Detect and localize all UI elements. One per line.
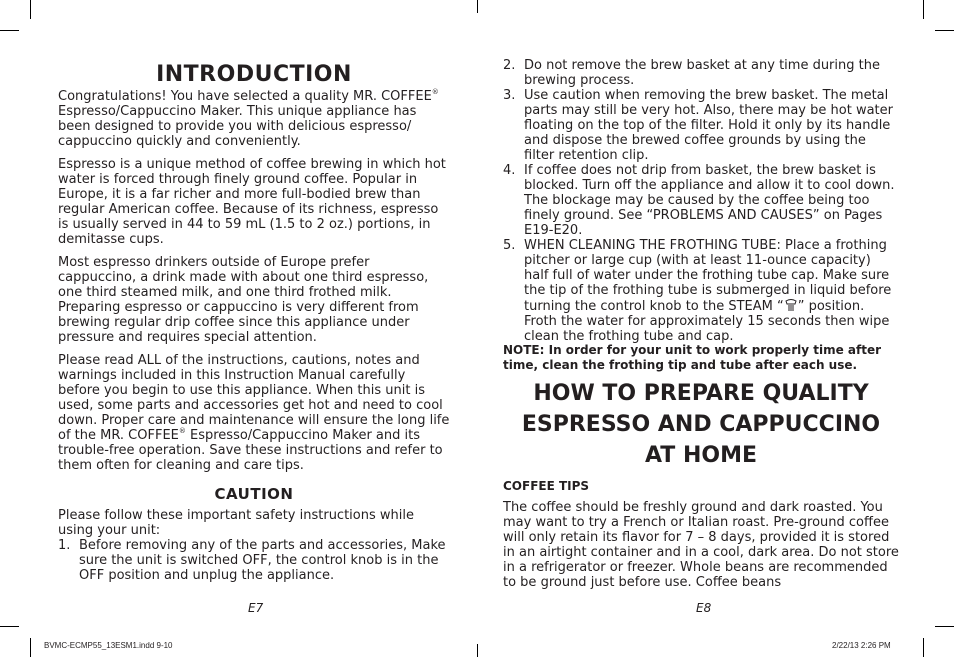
intro-paragraph-text: Espresso/Cappuccino Maker. This unique appliance has been designed to provide you with delicious espresso/ cappuccino quickly and conveniently. (58, 104, 417, 149)
list-item-text: Before removing any of the parts and accessories, Make sure the unit is switched OFF, the control knob is in the OFF position and unplug the appliance. (79, 538, 446, 583)
caution-intro: Please follow these important safety instructions while using your unit: (58, 508, 414, 538)
crop-mark (0, 626, 19, 627)
crop-mark (477, 644, 478, 657)
intro-paragraph: Espresso is a unique method of coffee brewing in which hot water is forced through finely ground coffee. Popular in Europe, it is a far richer and more full-bodied brew than regular American coffee. Because of its richness, espresso is usually served in 44 to 59 mL (1.5 to 2 oz.) portions, in demitasse cups. (58, 157, 446, 247)
list-item (58, 538, 450, 583)
caution-body (58, 508, 450, 583)
list-number: 3. (503, 88, 516, 103)
caution-list (58, 538, 450, 583)
intro-paragraph-text: Congratulations! You have selected a quality MR. COFFEE (58, 89, 432, 104)
coffee-tips-text: The coffee should be freshly ground and dark roasted. You may want to try a French or Italian roast. Pre-ground coffee will only retain its flavor for 7 – 8 days, provided it is stored in an airtight container and in a cool, dark area. Do not store in a refrigerator or freezer. Whole beans are recommended to be ground just before use. Coffee beans (503, 500, 899, 590)
slug-filename: BVMC-ECMP55_13ESM1.indd 9-10 (44, 641, 173, 650)
crop-mark (0, 30, 19, 31)
crop-mark (935, 30, 954, 31)
crop-mark (30, 0, 31, 19)
intro-paragraph (58, 353, 450, 473)
list-number: 5. (503, 238, 516, 253)
slug-date: 2/22/13 2:26 PM (832, 641, 891, 650)
list-number: 1. (58, 538, 71, 553)
list-item (503, 88, 899, 163)
intro-paragraph (58, 89, 450, 149)
registered-mark: ® (178, 427, 186, 435)
list-item-text: ” position. Froth the water for approximately 15 seconds then wipe clean the frothing tube and cap. (524, 299, 890, 344)
list-item (503, 163, 899, 238)
coffee-tips-heading: COFFEE TIPS (503, 479, 590, 493)
caution-heading: CAUTION (214, 485, 294, 503)
page-number: E8 (696, 601, 712, 615)
introduction-heading: INTRODUCTION (156, 62, 352, 87)
steam-icon (784, 298, 798, 312)
crop-mark (477, 0, 478, 13)
intro-paragraph-text: Please read ALL of the instructions, cautions, notes and warnings included in this Instruction Manual carefully before you begin to use this appliance. When this unit is used, some parts and accessories get hot and need to cool down. Proper care and maintenance will ensure the long life of the MR. COFFEE (58, 353, 450, 443)
caution-list-continued (503, 58, 899, 344)
crop-mark (923, 638, 924, 657)
page-number: E7 (248, 601, 264, 615)
crop-mark (935, 626, 954, 627)
frothing-note: NOTE: In order for your unit to work properly time after time, clean the frothing tip and tube after each use. (503, 343, 882, 372)
how-to-heading: HOW TO PREPARE QUALITY ESPRESSO AND CAPPUCCINO AT HOME (521, 381, 881, 468)
crop-mark (923, 0, 924, 19)
list-number: 4. (503, 163, 516, 178)
intro-paragraph: Most espresso drinkers outside of Europe prefer cappuccino, a drink made with about one third espresso, one third steamed milk, and one third frothed milk. Preparing espresso or cappuccino is very different from brewing regular drip coffee since this appliance under pressure and requires special attention. (58, 255, 429, 345)
registered-mark: ® (431, 88, 439, 96)
list-item-text: Use caution when removing the brew basket. The metal parts may still be very hot. Also, there may be hot water floating on the top of the filter. Hold it only by its handle and dispose the brewed coffee grounds by using the filter retention clip. (524, 88, 893, 163)
list-item-text: WHEN CLEANING THE FROTHING TUBE: Place a frothing pitcher or large cup (with at least 11-ounce capacity) half full of water under the frothing tube cap. Make sure the tip of the frothing tube is submerged in liquid before turning the control knob to the STEAM “ (524, 238, 892, 314)
list-item-text: Do not remove the brew basket at any time during the brewing process. (524, 58, 880, 88)
list-number: 2. (503, 58, 516, 73)
list-item (503, 238, 899, 344)
list-item-text: If coffee does not drip from basket, the brew basket is blocked. Turn off the appliance and allow it to cool down. The blockage may be caused by the coffee being too finely ground. See “PROBLEMS AND CAUSES” on Pages E19-E20. (524, 163, 895, 238)
crop-mark (30, 638, 31, 657)
intro-paragraph-text: Espresso/Cappuccino Maker and its trouble-free operation. Save these instructions and refer to them often for cleaning and care tips. (58, 428, 443, 473)
list-item (503, 58, 899, 88)
introduction-body (58, 89, 450, 481)
